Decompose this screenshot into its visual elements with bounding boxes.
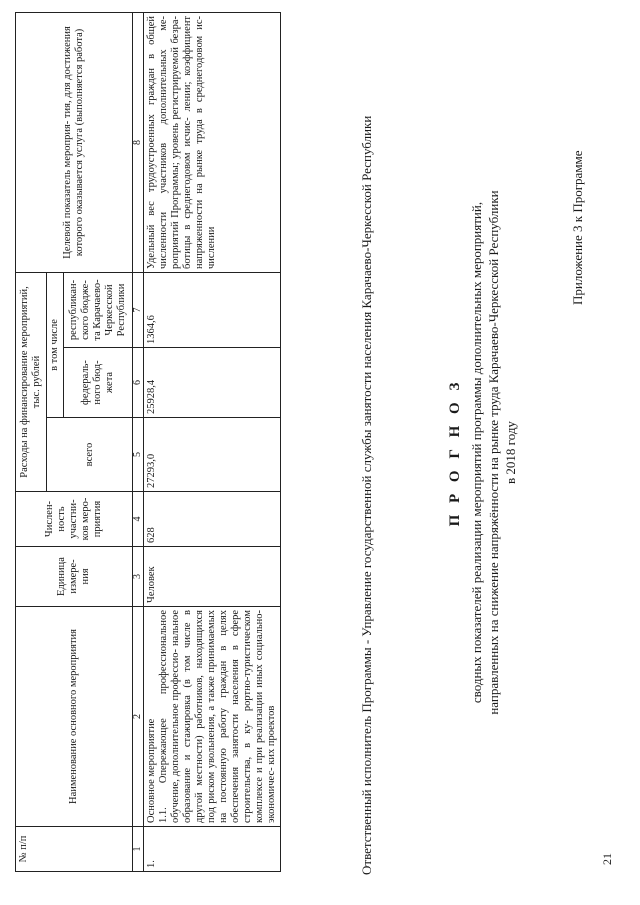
appendix-note: Приложение 3 к Программе [570, 150, 585, 305]
header-unit: Единица измере- ния [16, 547, 133, 607]
row-total: 27293,0 [144, 418, 281, 492]
row-republic: 1364,6 [144, 272, 281, 347]
header-name: Наименование основного мероприятия [16, 607, 133, 827]
col-number: 5 [133, 418, 144, 492]
column-numbers-row [133, 12, 144, 871]
header-target: Целевой показатель мероприя- тия, для достижения которого оказывается услуга (выполняется работа) [16, 12, 133, 272]
row-name [144, 607, 281, 827]
col-number: 4 [133, 492, 144, 547]
col-number: 8 [133, 12, 144, 272]
responsible-executor: Ответственный исполнитель Программы - Управление государственной службы занятости населения Карачаево-Черкесской Республики [359, 115, 374, 875]
forecast-table [15, 12, 281, 872]
col-number: 2 [133, 607, 144, 827]
row-name-body: 1.1. Опережающее профессиональное обучение, дополнительное профессио- нальное образование и стажировка (в том числе в другой местности) работников, находящихся под риском увольнения, а также принимаемых на постоянную работу граждан в целях обеспечения занятости населения в сфере строительства, в ку- рортно-туристическом комплексе и при реализации иных социально-экономичес- ких проектов [158, 610, 277, 823]
col-number: 7 [133, 272, 144, 347]
table-row [144, 12, 281, 871]
header-total: всего [47, 418, 133, 492]
row-num: 1. [144, 827, 281, 872]
row-participants: 628 [144, 492, 281, 547]
row-federal: 25928,4 [144, 348, 281, 418]
header-incl: в том числе [47, 272, 64, 417]
col-number: 3 [133, 547, 144, 607]
row-name-title: Основное мероприятие [146, 718, 157, 823]
header-republic: республикан- ского бюдже- та Карачаево- Черкесской Республики [64, 272, 133, 347]
row-unit: Человек [144, 547, 281, 607]
col-number: 1 [133, 827, 144, 872]
header-participants: Числен- ность участни- ков меро- приятия [16, 492, 133, 547]
title-line: в 2018 году [503, 421, 518, 484]
title-heading: П Р О Г Н О З [447, 378, 463, 527]
header-federal: федераль- ного бюд- жета [64, 348, 133, 418]
title-line: сводных показателей реализации мероприятий программы дополнительных мероприятий, [469, 201, 484, 704]
document-title [446, 80, 519, 825]
title-line: направленных на снижение напряжённости на рынке труда Карачаево-Черкесской Республики [486, 190, 501, 715]
header-num: № п/п [16, 827, 133, 872]
row-target: Удельный вес трудоустроенных граждан в общей численности участников дополнительных ме- роприятий Программы; уровень регистрируемой безра- ботицы в среднегодовом исчис- лении; коэффициент напряженности на рынке труда в среднегодовом ис- числении [144, 12, 281, 272]
header-row [16, 12, 47, 871]
col-number: 6 [133, 348, 144, 418]
header-expenses: Расходы на финансирование мероприятий, тыс. рублей [16, 272, 47, 491]
page-number: 21 [600, 853, 614, 865]
